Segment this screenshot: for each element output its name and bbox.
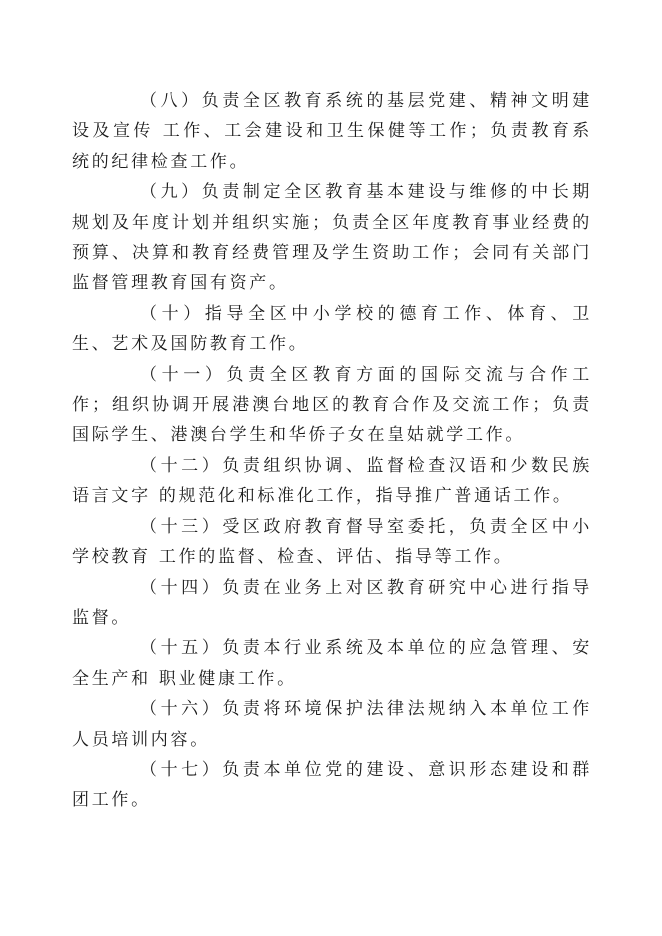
paragraph-item-16: （十六）负责将环境保护法律法规纳入本单位工作人员培训内容。	[72, 699, 592, 750]
paragraph-item-14: （十四）负责在业务上对区教育研究中心进行指导监督。	[72, 577, 592, 628]
paragraph-item-15: （十五）负责本行业系统及本单位的应急管理、安全生产和 职业健康工作。	[72, 638, 592, 689]
paragraph-item-12: （十二）负责组织协调、监督检查汉语和少数民族语言文字 的规范化和标准化工作，指导推广普通话工作。	[72, 455, 592, 507]
paragraph-item-11: （十一）负责全区教育方面的国际交流与合作工作；组织协调开展港澳台地区的教育合作及交流工作；负责国际学生、港澳台学生和华侨子女在皇姑就学工作。	[72, 364, 592, 446]
paragraph-item-13: （十三）受区政府教育督导室委托，负责全区中小学校教育 工作的监督、检查、评估、指导等工作。	[72, 516, 592, 568]
paragraph-item-9: （九）负责制定全区教育基本建设与维修的中长期规划及年度计划并组织实施；负责全区年度教育事业经费的预算、决算和教育经费管理及学生资助工作；会同有关部门监督管理教育国有资产。	[72, 182, 592, 294]
paragraph-item-17: （十七）负责本单位党的建设、意识形态建设和群团工作。	[72, 759, 592, 811]
paragraph-item-10: （十）指导全区中小学校的德育工作、体育、卫生、艺术及国防教育工作。	[72, 303, 592, 355]
document-body	[72, 86, 592, 816]
paragraph-item-8: （八）负责全区教育系统的基层党建、精神文明建设及宣传 工作、工会建设和卫生保健等工作；负责教育系统的纪律检查工作。	[72, 91, 592, 172]
